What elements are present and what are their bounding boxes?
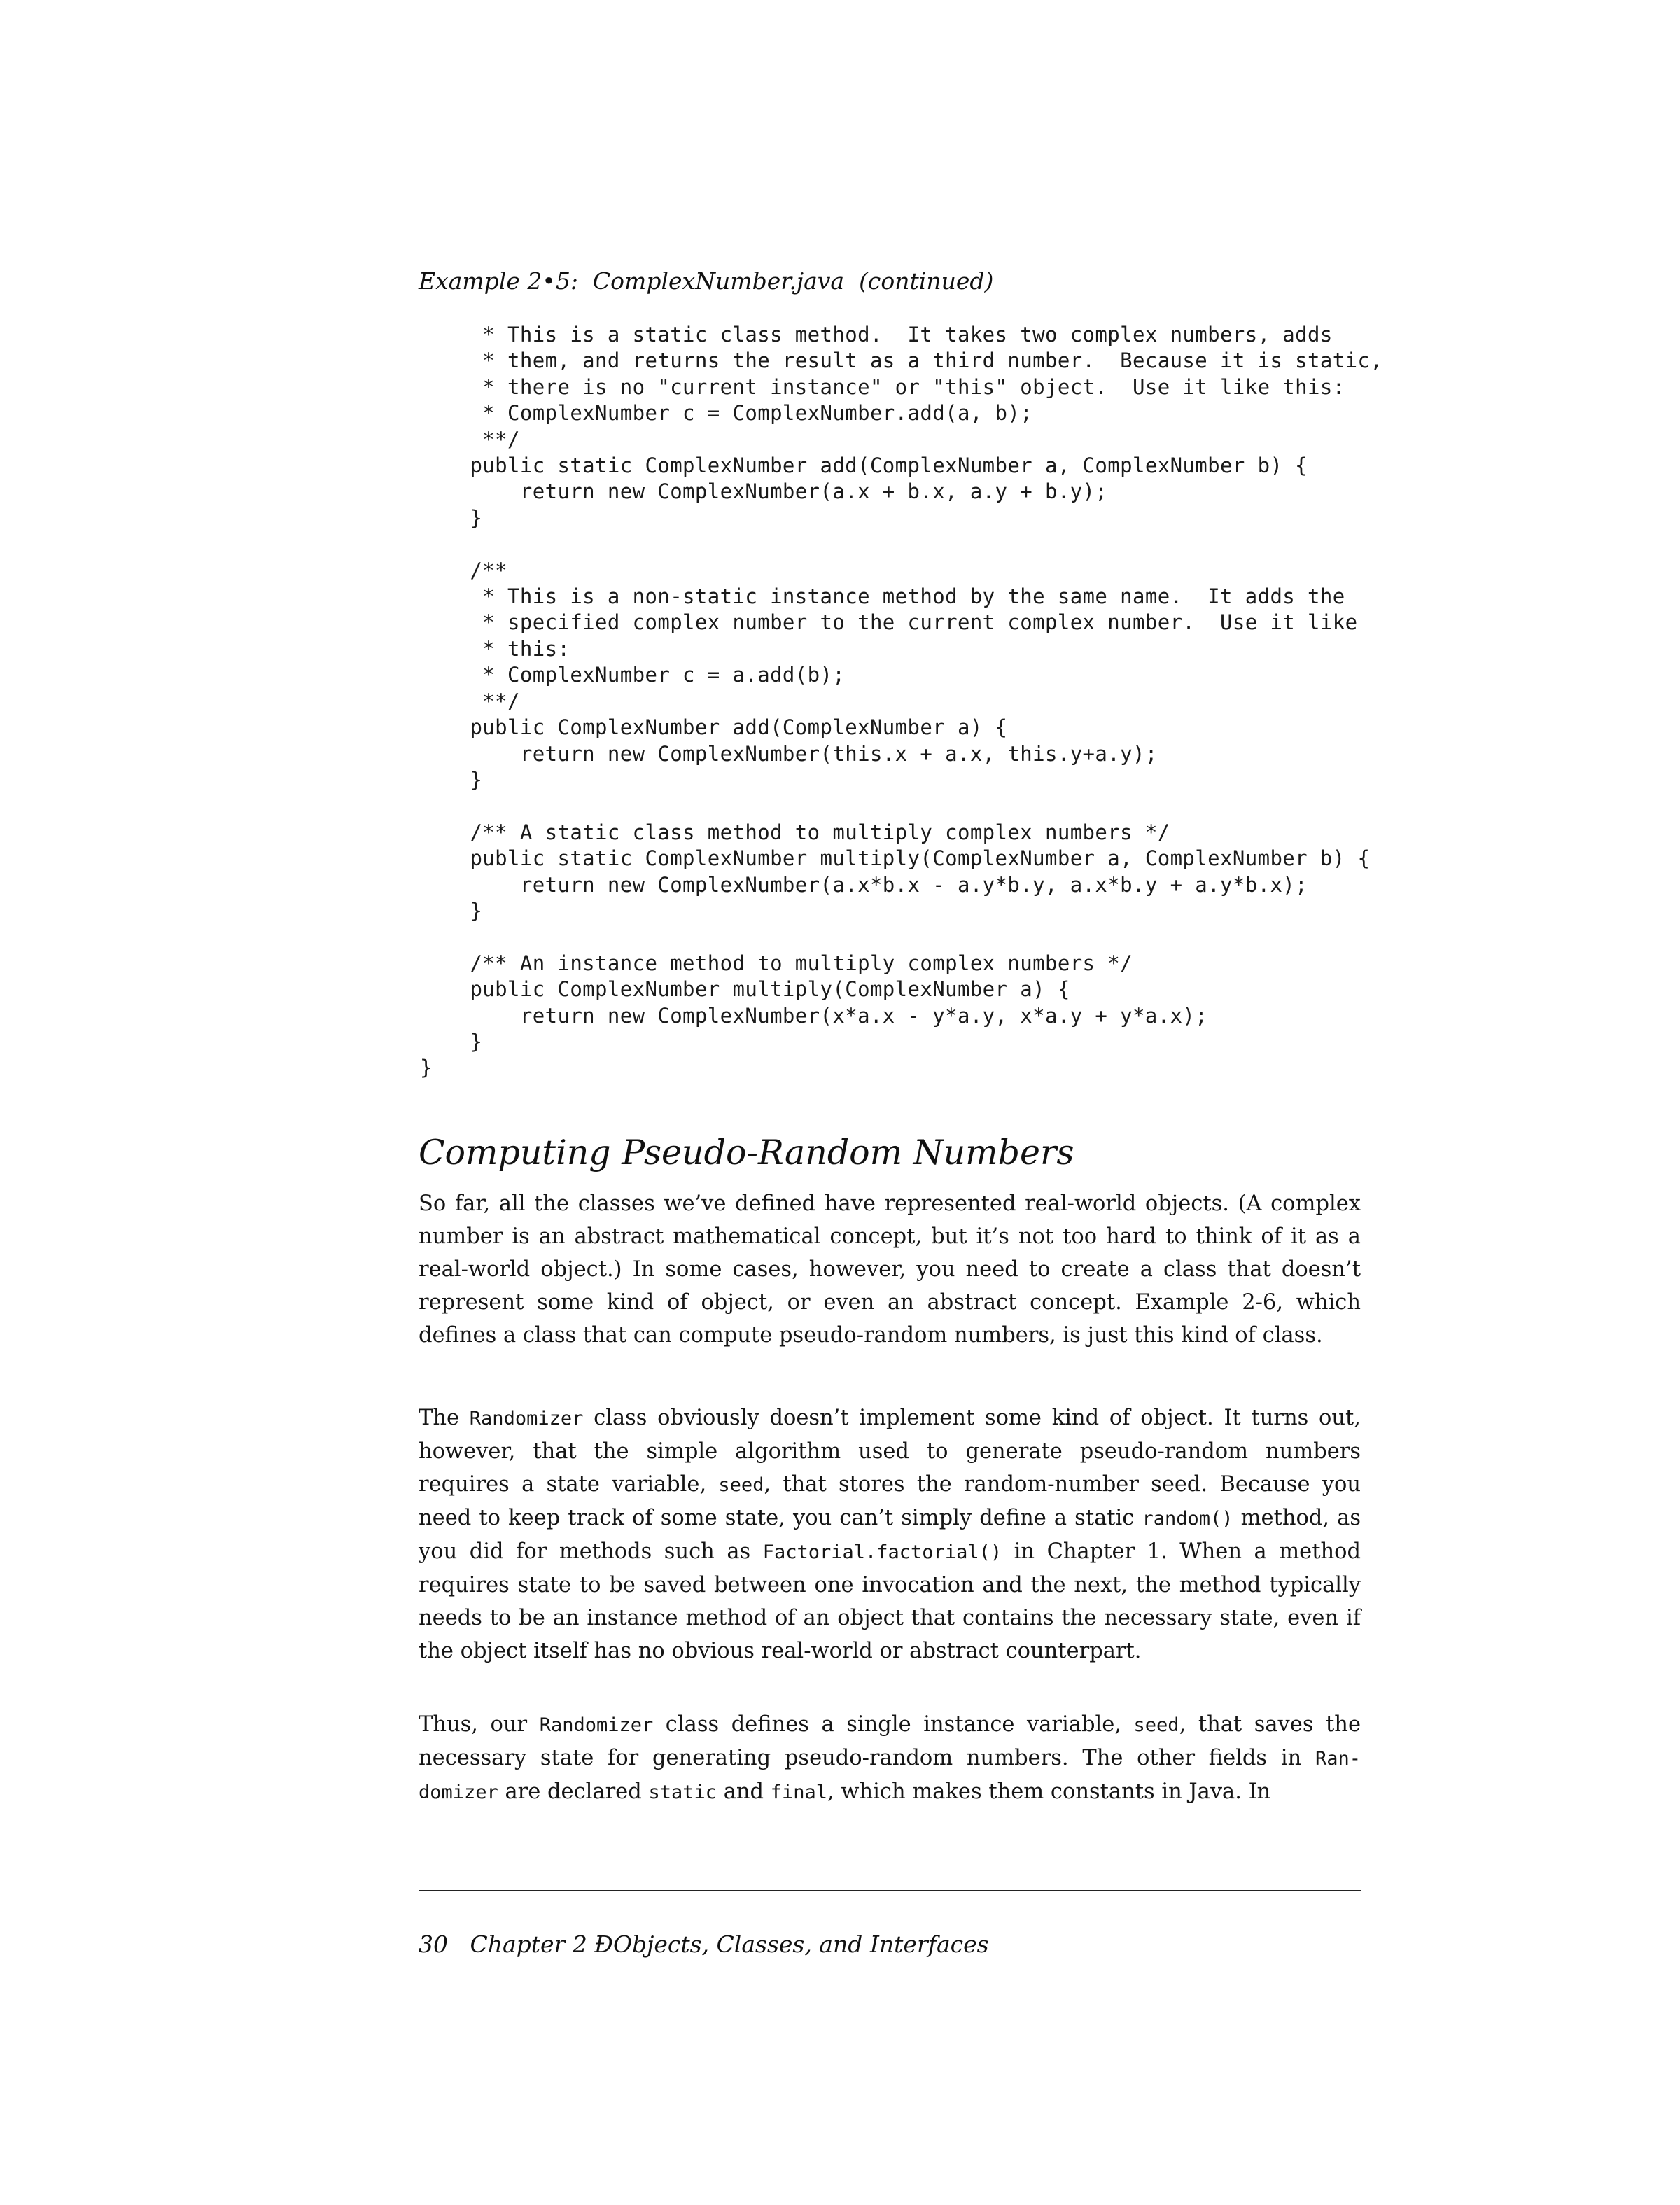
inline-code: Randomizer: [469, 1408, 584, 1429]
example-caption: Example 2•5: ComplexNumber.java (continued): [419, 267, 994, 295]
text: , that stores the random-number seed. Because you need to keep track of some state, you can’t simply define a static: [419, 1472, 1361, 1530]
inline-code: Ran-domizer: [419, 1748, 1361, 1803]
inline-code: seed: [718, 1474, 764, 1496]
code-listing: * This is a static class method. It takes two complex numbers, adds * them, and returns the result as a third number. Because it is static, * there is no "current instance" or "this" object. Use it like this: * ComplexNumber c = ComplexNumber.add(a, b); **/ public static ComplexNumber add(ComplexNumber a, ComplexNumber b) { return new ComplexNumber(a.x + b.x, a.y + b.y); } /** * This is a non-static instance method by the same name. It adds the * specified complex number to the current complex number. Use it like * this: * ComplexNumber c = a.add(b); **/ public ComplexNumber add(ComplexNumber a) { return new ComplexNumber(this.x + a.x, this.y+a.y); } /** A static class method to multiply complex numbers */ public static ComplexNumber multiply(ComplexNumber a, ComplexNumber b) { return new ComplexNumber(a.x*b.x - a.y*b.y, a.x*b.y + a.y*b.x); } /** An instance method to multiply complex numbers */ public ComplexNumber multiply(ComplexNumber a) { return new ComplexNumber(x*a.x - y*a.y, x*a.y + y*a.x); } }: [420, 323, 1383, 1080]
text: and: [717, 1779, 771, 1804]
text: in Chapter 1. When a method requires state to be saved between one invocation and the next, the method typically needs to be an instance method of an object that contains the necessary state, even if the object itself has no obvious real-world or abstract counterpart.: [419, 1539, 1361, 1663]
text: class obviously doesn’t implement some kind of object. It turns out, however, that the simple algorithm used to generate pseudo-random numbers requires a state variable,: [419, 1406, 1361, 1497]
inline-code: static: [648, 1782, 717, 1803]
text: , which makes them constants in Java. In: [827, 1779, 1271, 1804]
inline-code: final: [770, 1782, 828, 1803]
page-footer: 30 Chapter 2 ÐObjects, Classes, and Interfaces: [419, 1931, 989, 1958]
paragraph-1: So far, all the classes we’ve defined have represented real-world objects. (A complex number is an abstract mathematical concept, but it’s not too hard to think of it as a real-world object.) In some cases, however, you need to create a class that doesn’t represent some kind of object, or even an abstract concept. Example 2-6, which defines a class that can compute pseudo-random numbers, is just this kind of class.: [419, 1191, 1361, 1348]
text: class defines a single instance variable,: [653, 1712, 1134, 1737]
inline-code: Randomizer: [539, 1714, 654, 1736]
paragraph-2: [419, 1401, 1361, 1667]
paragraph-3: [419, 1708, 1361, 1809]
text: method, as you did for methods such as: [419, 1506, 1361, 1564]
section-heading: Computing Pseudo-Random Numbers: [419, 1133, 1074, 1172]
inline-code: Factorial.factorial(): [762, 1541, 1002, 1563]
text: The: [419, 1406, 470, 1430]
inline-code: random(): [1142, 1508, 1233, 1530]
text: are declared: [498, 1779, 649, 1804]
footer-rule: [419, 1890, 1361, 1891]
inline-code: seed: [1133, 1714, 1180, 1736]
text: Thus, our: [419, 1712, 540, 1737]
text: , that saves the necessary state for generating pseudo-random numbers. The other fields in: [419, 1712, 1361, 1770]
